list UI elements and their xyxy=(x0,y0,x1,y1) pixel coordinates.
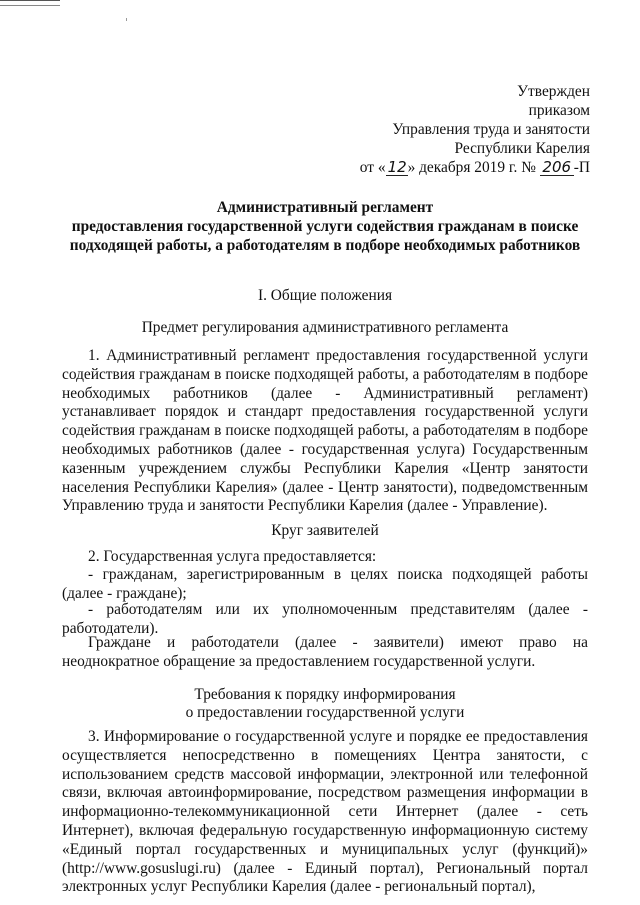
document-title xyxy=(62,198,588,255)
date-prefix: от « xyxy=(359,159,386,176)
date-mid: » декабря 2019 г. № xyxy=(407,159,536,176)
scan-speck xyxy=(126,18,127,21)
title-line: подходящей работы, а работодателям в подборе необходимых работников xyxy=(69,237,581,254)
subsection-heading: Предмет регулирования административного регламента xyxy=(141,319,509,336)
paragraph-2a: - гражданам, зарегистрированным в целях поиска подходящей работы (далее - граждане); xyxy=(62,566,588,602)
title-line: предоставления государственной услуги содействия гражданам в поиске xyxy=(71,218,579,235)
paragraph-2: 2. Государственная услуга предоставляется: xyxy=(88,548,377,565)
approval-line: Утвержден xyxy=(517,83,590,100)
approval-block xyxy=(360,82,590,177)
scan-edge-mark xyxy=(0,0,60,6)
handwritten-day: 12 xyxy=(387,158,407,176)
approval-line: Республики Карелия xyxy=(454,140,590,157)
approval-line: Управления труда и занятости xyxy=(392,121,590,138)
subsection-heading: Требования к порядку информирования xyxy=(194,686,456,703)
title-line: Административный регламент xyxy=(216,199,434,216)
approval-date-line xyxy=(360,158,590,177)
paragraph-3: 3. Информирование о государственной услуге и порядке ее предоставления осуществляется непосредственно в помещениях Центра занятости, с использованием средств массовой информации, электронной или телефонной связи, включая автоинформирование, посредством размещения информации в информационно-телекоммуникационной сети Интернет (далее - сеть Интернет), включая федеральную государственную информационную систему «Единый портал государственных и муниципальных услуг (функций)» (http://www.gosuslugi.ru) (далее - Единый портал), Региональный портал электронных услуг Республики Карелия (далее - региональный портал), xyxy=(62,728,588,896)
subsection-heading: Круг заявителей xyxy=(271,522,379,539)
approval-line: приказом xyxy=(528,102,590,119)
subsection-heading: о предоставлении государственной услуги xyxy=(185,704,465,721)
handwritten-number: 206 xyxy=(540,159,574,176)
section-heading: I. Общие положения xyxy=(257,287,393,304)
paragraph-2c: Граждане и работодатели (далее - заявители) имеют право на неоднократное обращение за предоставлением государственной услуги. xyxy=(62,634,588,670)
paragraph-2b: - работодателям или их уполномоченным представителям (далее - работодатели). xyxy=(62,601,588,637)
date-suffix: -П xyxy=(573,159,590,176)
paragraph-1: 1. Административный регламент предоставления государственной услуги содействия гражданам в поиске подходящей работы, а работодателям в подборе необходимых работников (далее - Административный регламент) устанавливает порядок и стандарт предоставления государственной услуги содействия гражданам в поиске подходящей работы, а работодателям в подборе необходимых работников (далее - государственная услуга) Государственным казенным учреждением службы Республики Карелия «Центр занятости населения Республики Карелия» (далее - Центр занятости), подведомственным Управлению труда и занятости Республики Карелия (далее - Управление). xyxy=(62,347,588,515)
